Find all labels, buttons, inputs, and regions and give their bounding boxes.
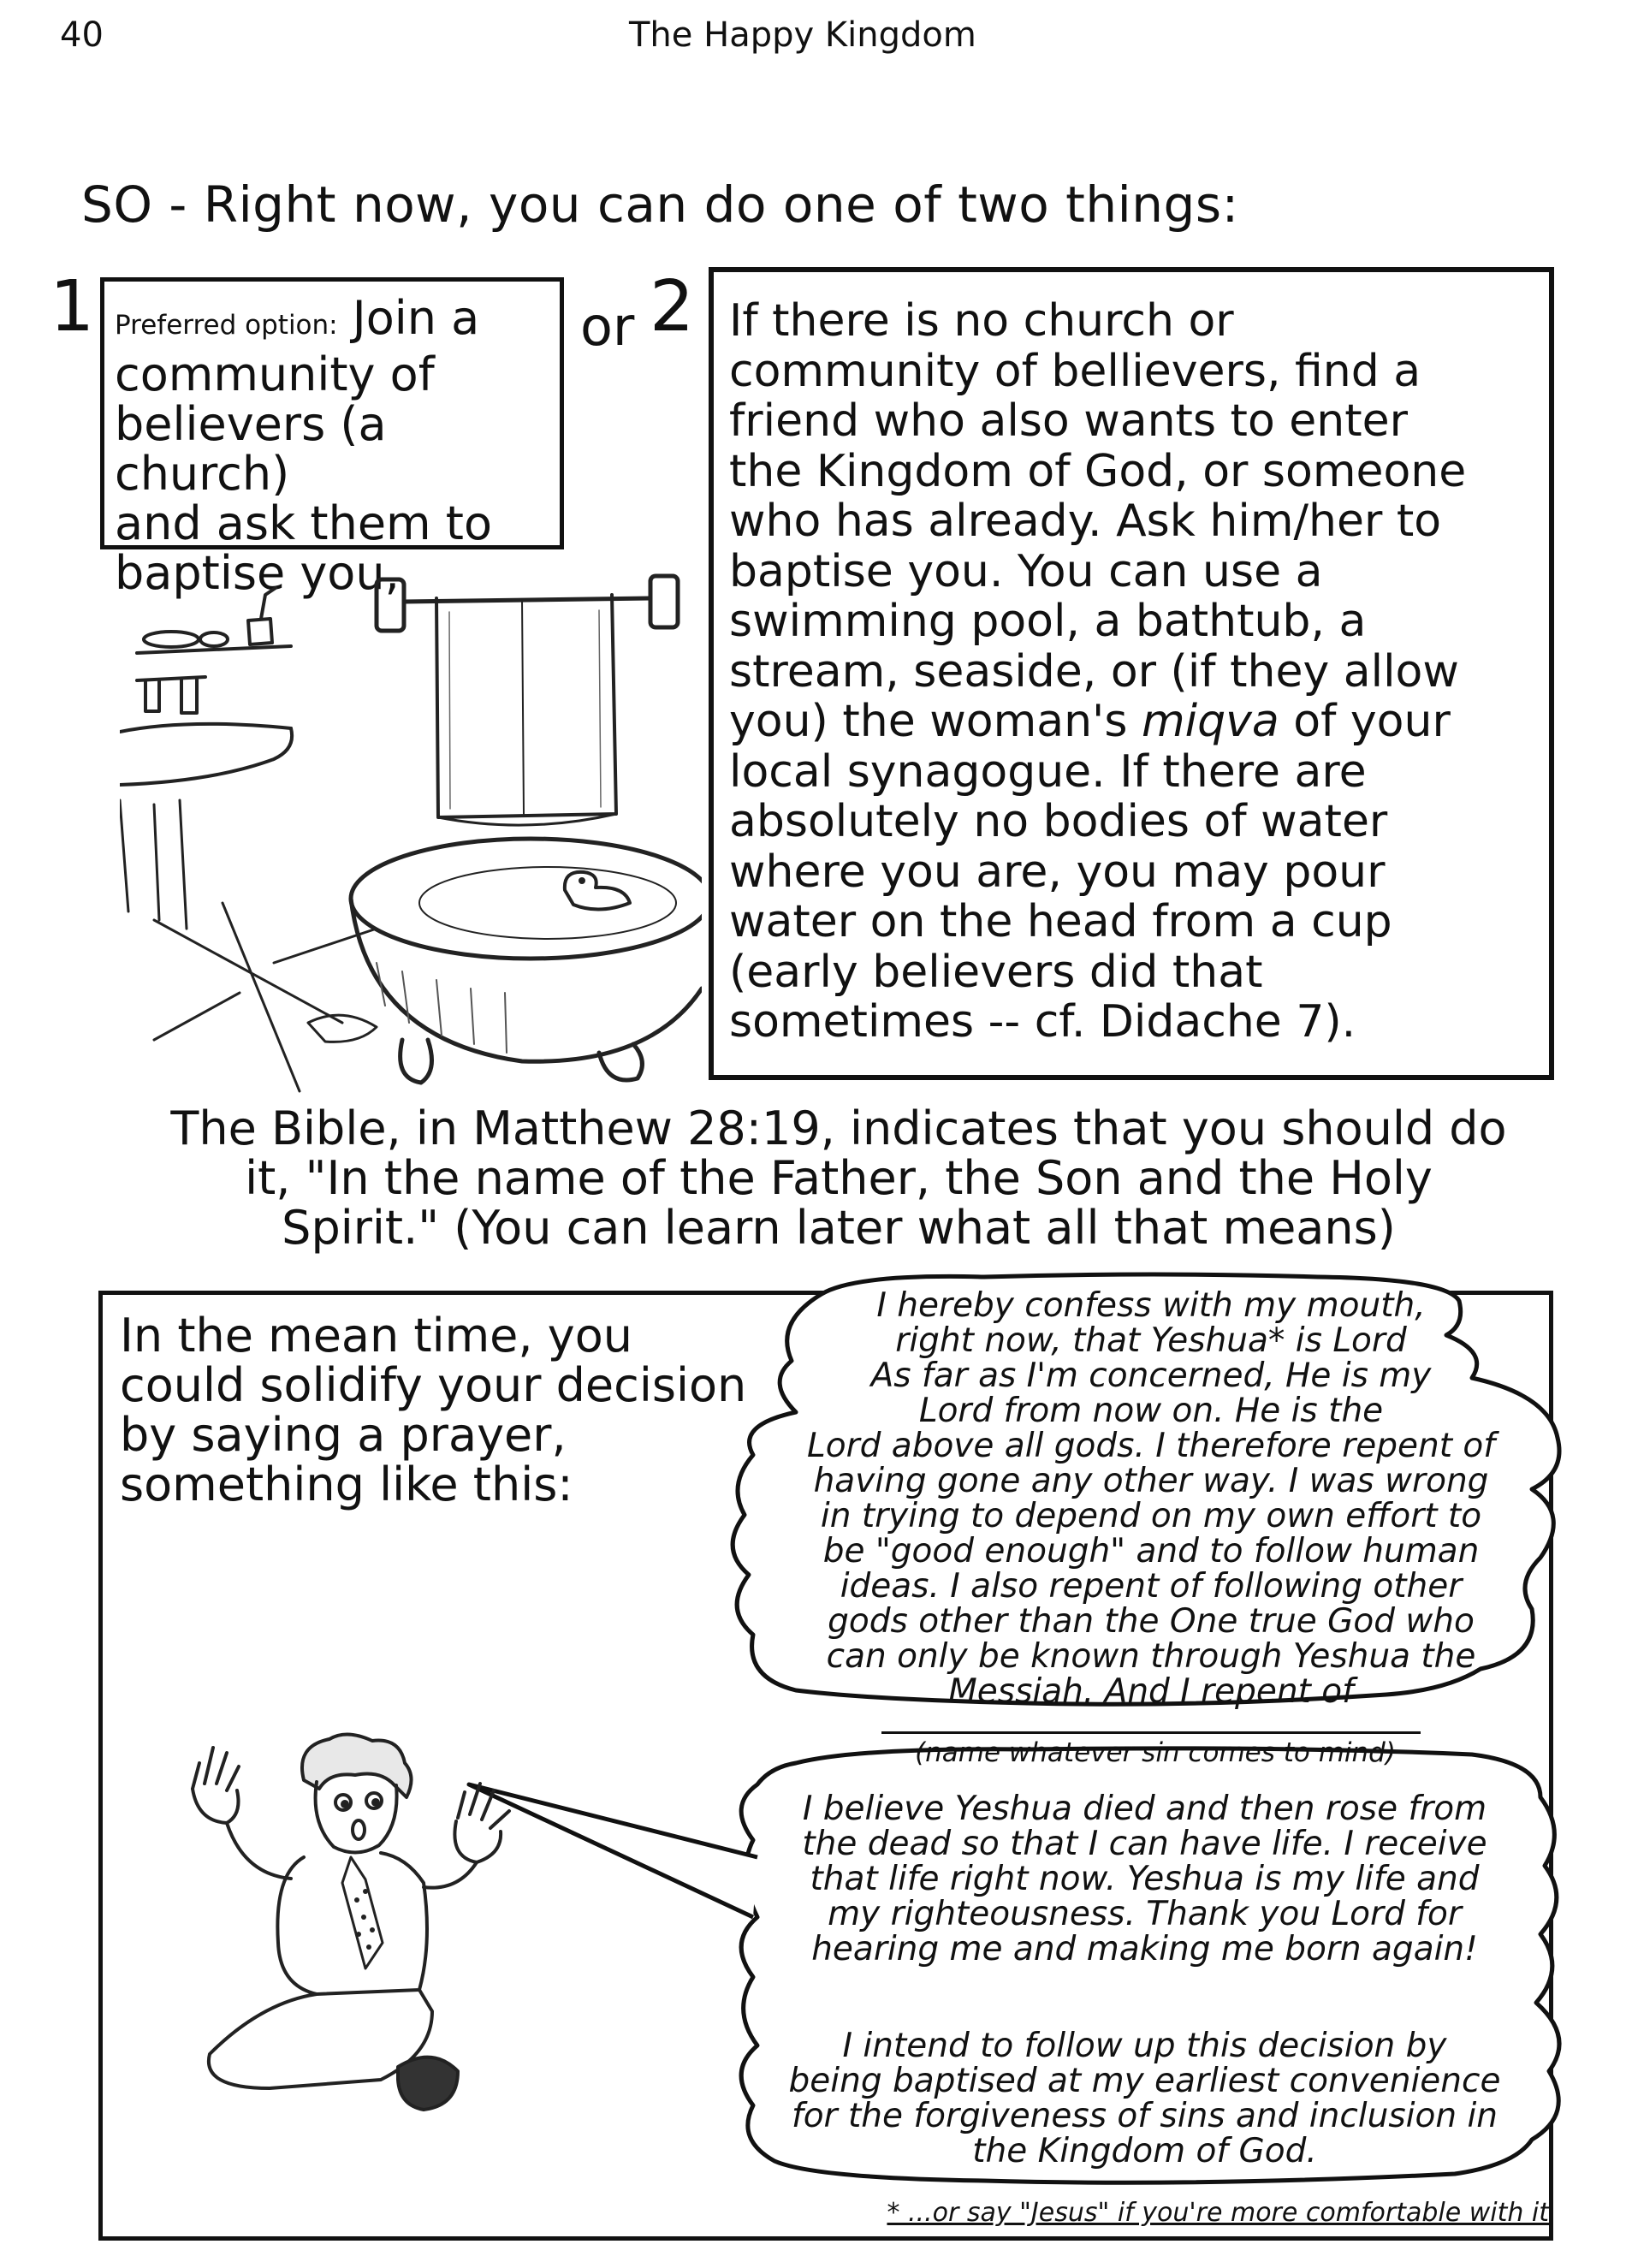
prayer-line: Messiah. And I repent of xyxy=(948,1672,1354,1711)
prayer-intro-line: something like this: xyxy=(120,1458,573,1511)
prayer-intro-line: by saying a prayer, xyxy=(120,1408,567,1462)
option2-text: you) the woman's xyxy=(729,696,1142,747)
option1-line: believers (a church) xyxy=(115,397,387,501)
prayer-text-part1 xyxy=(749,1288,1553,1709)
mouth xyxy=(353,1820,365,1839)
option2-line: swimming pool, a bathtub, a xyxy=(729,596,1367,647)
miqva-term: miqva xyxy=(1141,696,1279,747)
bible-note-line: Spirit." (You can learn later what all that means) xyxy=(282,1201,1396,1255)
prayer-line: gods other than the One true God who xyxy=(828,1602,1475,1641)
prayer-line: the dead so that I can have life. I receive xyxy=(802,1825,1487,1863)
shoe xyxy=(398,2057,458,2110)
option1-lead: Preferred option: xyxy=(115,310,338,341)
option2-line: the Kingdom of God, or someone xyxy=(729,445,1467,497)
option2-line: stream, seaside, or (if they allow xyxy=(729,645,1459,698)
option2-number: 2 xyxy=(650,266,695,347)
prayer-text-part2 xyxy=(736,1791,1553,1967)
right-hand xyxy=(454,1784,509,1862)
head xyxy=(316,1782,397,1853)
prayer-line: having gone any other way. I was wrong xyxy=(813,1462,1489,1500)
prayer-line: hearing me and making me born again! xyxy=(811,1930,1478,1968)
sin-instruction: (name whatever sin comes to mind) xyxy=(915,1737,1396,1768)
option2-line: absolutely no bodies of water xyxy=(729,796,1388,847)
option2-line: local synagogue. If there are xyxy=(729,745,1367,798)
option2-text: of your xyxy=(1279,696,1451,747)
kneeling-person-illustration xyxy=(175,1729,535,2131)
option2-line: (early believers did that xyxy=(729,946,1263,998)
prayer-line: ideas. I also repent of following other xyxy=(840,1567,1463,1606)
prayer-line: Lord from now on. He is the xyxy=(918,1392,1384,1430)
option2-line: baptise you. You can use a xyxy=(729,545,1323,597)
prayer-intro-line: could solidify your decision xyxy=(120,1358,747,1412)
prayer-line: I believe Yeshua died and then rose from xyxy=(802,1790,1487,1828)
book-title: The Happy Kingdom xyxy=(629,15,976,55)
prayer-line: can only be known through Yeshua the xyxy=(826,1637,1476,1676)
prayer-line: my righteousness. Thank you Lord for xyxy=(828,1895,1462,1933)
option1-line: baptise you, xyxy=(115,546,400,600)
option2-line: If there is no church or xyxy=(729,295,1234,347)
option2-line: community of bellievers, find a xyxy=(729,345,1421,397)
option2-line: where you are, you may pour xyxy=(729,846,1386,898)
footnote: * ...or say "Jesus" if you're more comfortable with it xyxy=(887,2198,1549,2228)
option2-line: friend who also wants to enter xyxy=(729,395,1408,447)
prayer-text-part3 xyxy=(736,2028,1553,2169)
prayer-line: I intend to follow up this decision by xyxy=(842,2027,1447,2065)
prayer-line: I hereby confess with my mouth, xyxy=(876,1286,1426,1325)
tie xyxy=(342,1857,383,1968)
prayer-intro-line: In the mean time, you xyxy=(120,1309,632,1363)
option1-line-text: Join a xyxy=(352,291,480,345)
prayer-line: being baptised at my earliest convenience xyxy=(788,2062,1501,2100)
prayer-line: Lord above all gods. I therefore repent of xyxy=(807,1427,1495,1465)
prayer-line: the Kingdom of God. xyxy=(972,2132,1317,2170)
or-label: or xyxy=(580,295,635,358)
prayer-line: that life right now. Yeshua is my life and xyxy=(810,1860,1480,1898)
option1-line: community of xyxy=(115,347,435,401)
option2-line: water on the head from a cup xyxy=(729,896,1392,947)
prayer-line: As far as I'm concerned, He is my xyxy=(870,1357,1432,1395)
bible-note-line: it, "In the name of the Father, the Son and the Holy xyxy=(245,1151,1433,1205)
intro-heading: SO - Right now, you can do one of two things: xyxy=(81,175,1239,234)
sin-blank-line xyxy=(881,1731,1421,1734)
prayer-intro xyxy=(120,1311,770,1510)
left-hand xyxy=(193,1748,239,1823)
prayer-line: be "good enough" and to follow human xyxy=(822,1532,1480,1570)
option2-line: sometimes -- cf. Didache 7). xyxy=(729,996,1356,1048)
prayer-line: for the forgiveness of sins and inclusion in xyxy=(791,2097,1498,2135)
prayer-line: right now, that Yeshua* is Lord xyxy=(895,1321,1407,1360)
option1-number: 1 xyxy=(50,266,95,347)
page-number: 40 xyxy=(60,15,104,55)
option1-line: and ask them to xyxy=(115,496,493,550)
bible-note-line: The Bible, in Matthew 28:19, indicates that you should do xyxy=(170,1101,1507,1155)
prayer-line: in trying to depend on my own effort to xyxy=(820,1497,1482,1535)
option2-line: who has already. Ask him/her to xyxy=(729,496,1442,547)
